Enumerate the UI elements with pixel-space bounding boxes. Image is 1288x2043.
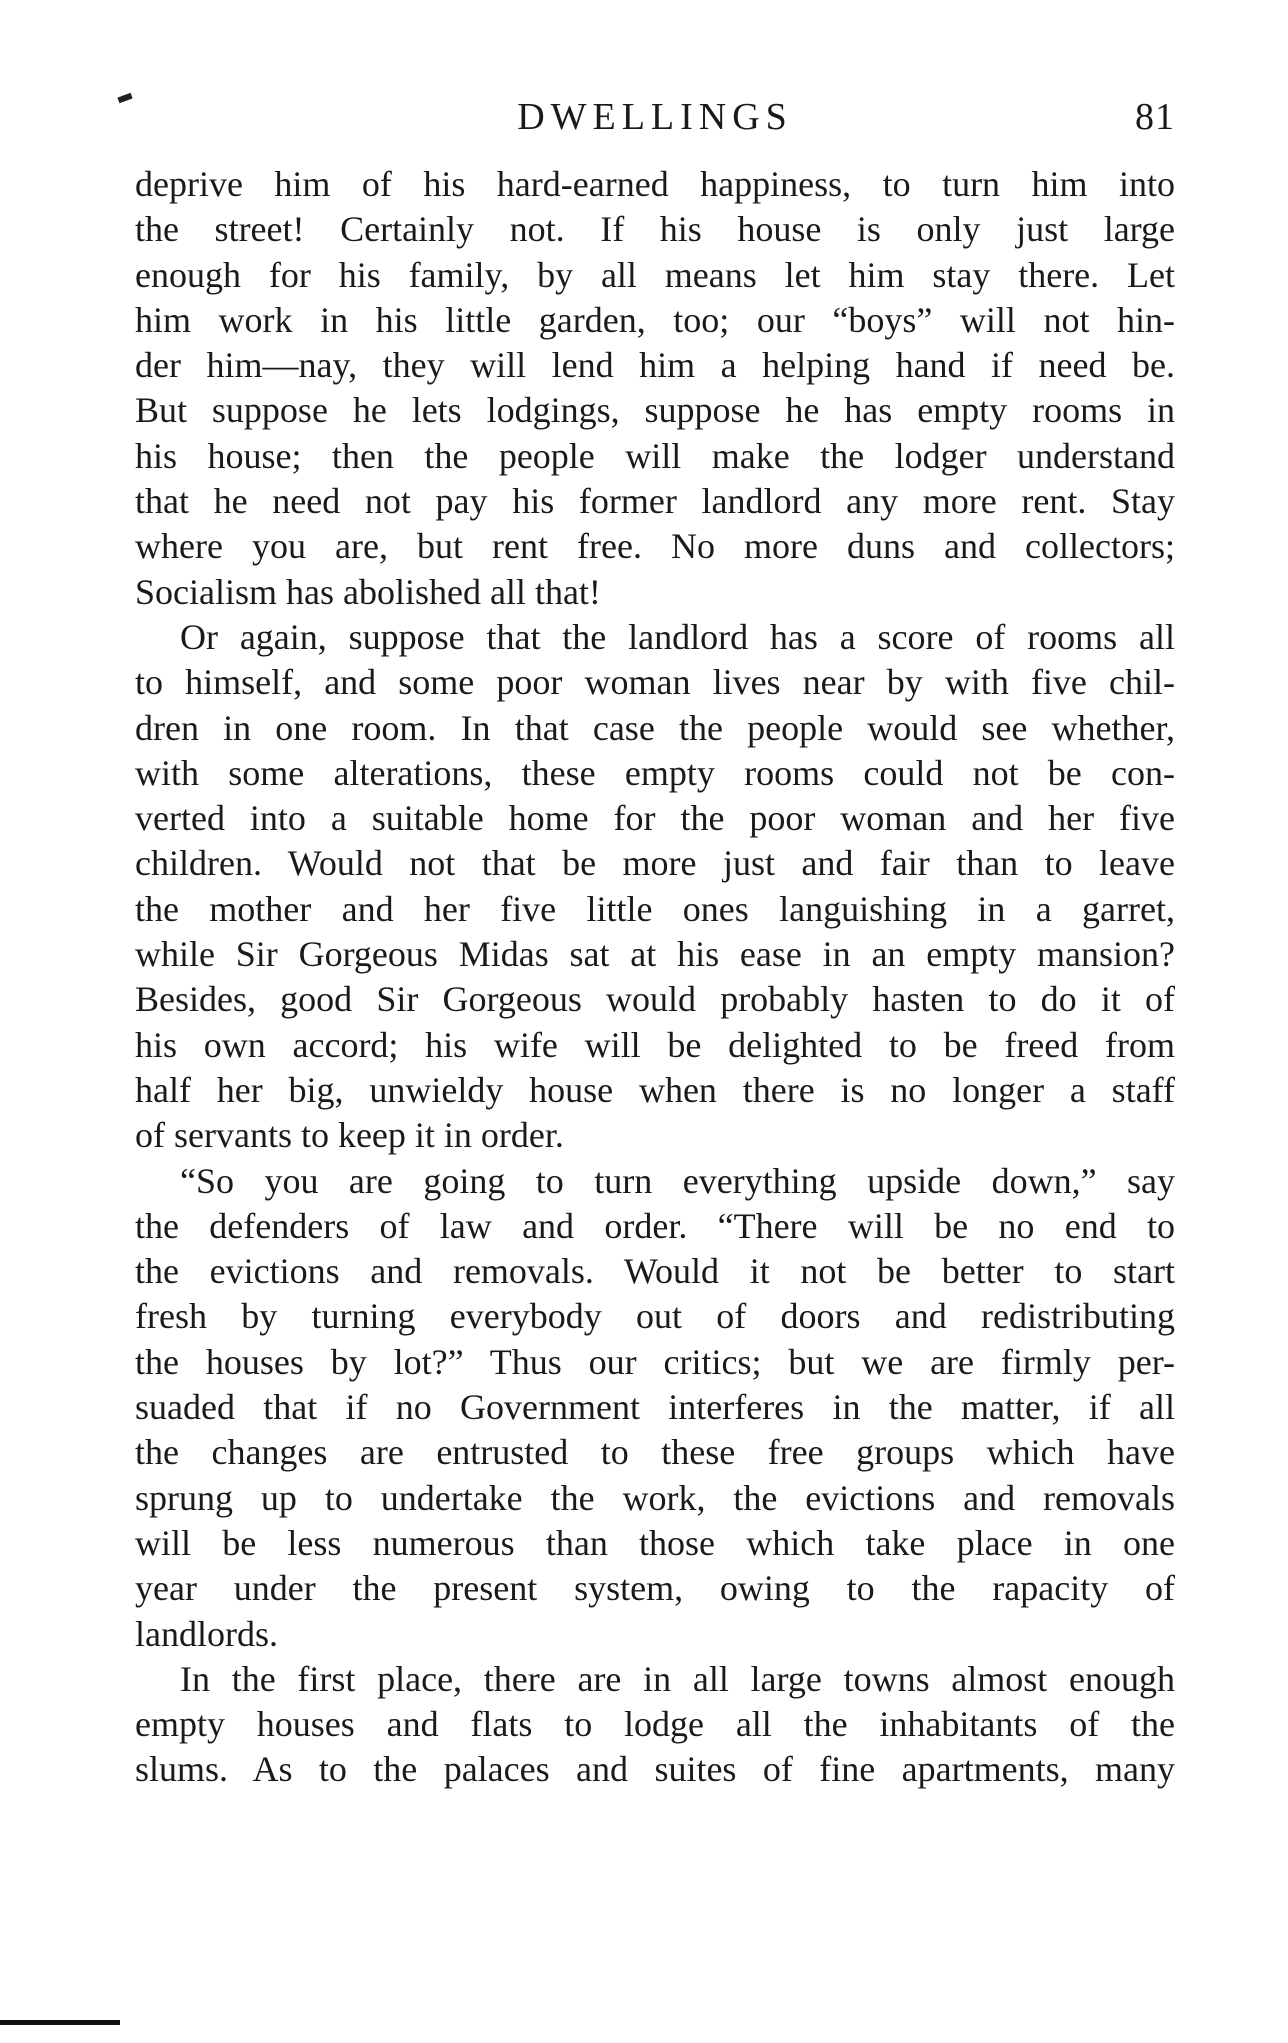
text-line: the mother and her five little ones languishing in a garret,: [135, 888, 1175, 929]
text-line: with some alterations, these empty rooms could not be con-: [135, 752, 1175, 793]
text-line: deprive him of his hard-earned happiness, to turn him into: [135, 164, 1175, 204]
text-line: his own accord; his wife will be delighted to be freed from: [135, 1024, 1175, 1065]
text-line: enough for his family, by all means let him stay there. Let: [135, 254, 1175, 295]
text-line: half her big, unwieldy house when there is no longer a staff: [135, 1069, 1175, 1110]
text-line: the defenders of law and order. “There will be no end to: [135, 1205, 1175, 1246]
text-line: der him—nay, they will lend him a helping hand if need be.: [135, 345, 1175, 386]
text-line: of servants to keep it in order.: [135, 1115, 564, 1156]
running-title: DWELLINGS: [517, 96, 793, 138]
text-line: the houses by lot?” Thus our critics; but we are firmly per-: [135, 1341, 1175, 1382]
text-line: while Sir Gorgeous Midas sat at his ease in an empty mansion?: [135, 934, 1175, 975]
text-line: the street! Certainly not. If his house is only just large: [135, 209, 1175, 250]
text-line: sprung up to undertake the work, the evictions and removals: [135, 1477, 1175, 1518]
page-number: 81: [1135, 96, 1175, 138]
text-line: suaded that if no Government interferes in the matter, if all: [135, 1387, 1175, 1428]
text-line: the changes are entrusted to these free groups which have: [135, 1432, 1175, 1473]
text-line: to himself, and some poor woman lives near by with five chil-: [135, 662, 1175, 703]
margin-tick-mark: [117, 93, 132, 103]
text-line: Or again, suppose that the landlord has a score of rooms all: [180, 616, 1175, 657]
text-line: “So you are going to turn everything upside down,” say: [180, 1160, 1175, 1201]
text-line: landlords.: [135, 1613, 278, 1654]
text-line: where you are, but rent free. No more duns and collectors;: [135, 526, 1175, 567]
bottom-edge-mark: [0, 2020, 120, 2025]
text-line: the evictions and removals. Would it not be better to start: [135, 1251, 1175, 1292]
body-text: [135, 162, 1175, 1793]
page-header: [135, 95, 1175, 155]
text-line: Besides, good Sir Gorgeous would probably hasten to do it of: [135, 979, 1175, 1020]
text-line: empty houses and flats to lodge all the inhabitants of the: [135, 1704, 1175, 1745]
text-line: him work in his little garden, too; our “boys” will not hin-: [135, 299, 1175, 340]
text-line: But suppose he lets lodgings, suppose he has empty rooms in: [135, 390, 1175, 431]
text-line: dren in one room. In that case the people would see whether,: [135, 707, 1175, 748]
text-line: In the first place, there are in all large towns almost enough: [180, 1658, 1175, 1699]
text-line: slums. As to the palaces and suites of fine apartments, many: [135, 1749, 1175, 1790]
text-line: children. Would not that be more just and fair than to leave: [135, 843, 1175, 884]
text-line: his house; then the people will make the lodger understand: [135, 435, 1175, 476]
text-line: will be less numerous than those which take place in one: [135, 1522, 1175, 1563]
text-line: Socialism has abolished all that!: [135, 571, 601, 612]
text-line: that he need not pay his former landlord any more rent. Stay: [135, 481, 1175, 522]
text-line: year under the present system, owing to the rapacity of: [135, 1568, 1175, 1609]
text-line: verted into a suitable home for the poor woman and her five: [135, 798, 1175, 839]
text-line: fresh by turning everybody out of doors and redistributing: [135, 1296, 1175, 1337]
